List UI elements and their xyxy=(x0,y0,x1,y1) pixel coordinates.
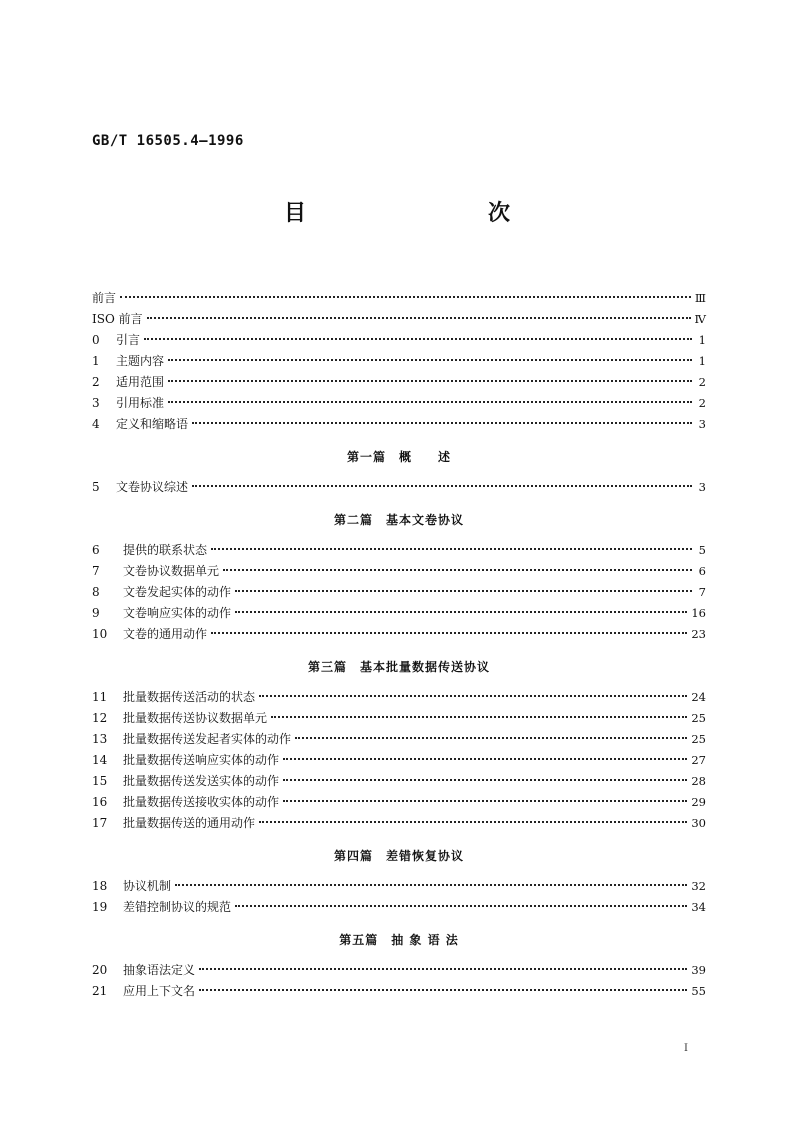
toc-entry[interactable] xyxy=(92,960,706,981)
toc-entry-page: 6 xyxy=(698,564,706,578)
toc-entry[interactable] xyxy=(92,981,706,1002)
toc-entry-page: 7 xyxy=(698,585,706,599)
toc-entry-page: 1 xyxy=(698,333,706,347)
toc-entry-page: 39 xyxy=(691,963,706,977)
toc-entry-label: 定义和缩略语 xyxy=(116,417,189,431)
dot-leader xyxy=(223,569,692,571)
page-folio: I xyxy=(684,1043,688,1054)
toc-entry-number: 10 xyxy=(92,627,108,641)
part-heading: 第四篇 差错恢复协议 xyxy=(333,849,464,863)
toc-entry-page: 55 xyxy=(691,984,706,998)
toc-entry-page: 30 xyxy=(691,816,706,830)
toc-entry-page: 2 xyxy=(698,396,706,410)
toc-entry-label: 批量数据传送响应实体的动作 xyxy=(123,753,280,767)
toc-entry-label: 批量数据传送发起者实体的动作 xyxy=(123,732,292,746)
toc-entry-label: 批量数据传送接收实体的动作 xyxy=(123,795,280,809)
toc-entry[interactable] xyxy=(92,372,706,393)
dot-leader xyxy=(235,611,687,613)
toc-entry-number: 8 xyxy=(92,585,100,599)
toc-entry-page: 28 xyxy=(691,774,706,788)
toc-entry[interactable] xyxy=(92,477,706,498)
toc-entry-number: 2 xyxy=(92,375,100,389)
toc-entry-label: 文卷协议综述 xyxy=(116,480,189,494)
parts-list xyxy=(92,435,706,1002)
dot-leader xyxy=(211,548,692,550)
part-heading: 第三篇 基本批量数据传送协议 xyxy=(307,660,490,674)
dot-leader xyxy=(211,632,687,634)
toc-entry-page: 1 xyxy=(698,354,706,368)
toc-entry-number: 20 xyxy=(92,963,108,977)
toc-entry-page: 27 xyxy=(691,753,706,767)
dot-leader xyxy=(271,716,687,718)
toc-entry-label: 文卷的通用动作 xyxy=(123,627,208,641)
toc-entry[interactable] xyxy=(92,540,706,561)
toc-entry-label: 适用范围 xyxy=(116,375,165,389)
toc-entry-number: 13 xyxy=(92,732,108,746)
toc-entry-number: 9 xyxy=(92,606,100,620)
front-matter-list xyxy=(92,288,706,435)
toc-entry-page: Ⅳ xyxy=(694,312,706,326)
dot-leader xyxy=(283,779,687,781)
dot-leader xyxy=(199,989,687,991)
toc-entry[interactable] xyxy=(92,876,706,897)
toc-entry-label: 文卷发起实体的动作 xyxy=(123,585,232,599)
toc-entry[interactable] xyxy=(92,351,706,372)
toc-entry-label: 批量数据传送发送实体的动作 xyxy=(123,774,280,788)
toc-entry[interactable] xyxy=(92,414,706,435)
toc-entry-page: 16 xyxy=(691,606,706,620)
dot-leader xyxy=(192,485,692,487)
dot-leader xyxy=(235,905,687,907)
dot-leader xyxy=(235,590,692,592)
toc-entry-label: 文卷协议数据单元 xyxy=(123,564,220,578)
page-title: 目 次 xyxy=(283,201,556,226)
dot-leader xyxy=(199,968,687,970)
dot-leader xyxy=(175,884,687,886)
toc-entry-label: 批量数据传送协议数据单元 xyxy=(123,711,268,725)
toc-entry-number: 7 xyxy=(92,564,100,578)
toc-entry-label: 抽象语法定义 xyxy=(123,963,196,977)
dot-leader xyxy=(192,422,692,424)
toc-entry[interactable] xyxy=(92,750,706,771)
toc-entry-label: 文卷响应实体的动作 xyxy=(123,606,232,620)
toc-entry[interactable] xyxy=(92,624,706,645)
toc-entry[interactable] xyxy=(92,330,706,351)
toc-entry-number: 6 xyxy=(92,543,100,557)
toc-entry-page: 23 xyxy=(691,627,706,641)
toc-entry-number: 16 xyxy=(92,795,108,809)
toc-entry-number: 21 xyxy=(92,984,108,998)
dot-leader xyxy=(295,737,687,739)
dot-leader xyxy=(259,695,687,697)
toc-entry-label: ISO 前言 xyxy=(92,312,143,326)
toc-entry[interactable] xyxy=(92,729,706,750)
dot-leader xyxy=(168,359,692,361)
table-of-contents xyxy=(92,288,706,1002)
toc-entry-number: 0 xyxy=(92,333,100,347)
toc-entry[interactable] xyxy=(92,309,706,330)
toc-entry-label: 应用上下文名 xyxy=(123,984,196,998)
toc-entry[interactable] xyxy=(92,687,706,708)
toc-entry-label: 批量数据传送活动的状态 xyxy=(123,690,256,704)
toc-entry-page: 3 xyxy=(698,417,706,431)
toc-entry-number: 15 xyxy=(92,774,108,788)
toc-entry-page: 3 xyxy=(698,480,706,494)
toc-entry[interactable] xyxy=(92,792,706,813)
toc-entry-number: 12 xyxy=(92,711,108,725)
toc-entry-label: 引言 xyxy=(116,333,141,347)
dot-leader xyxy=(259,821,687,823)
toc-entry-page: 2 xyxy=(698,375,706,389)
dot-leader xyxy=(168,380,692,382)
toc-entry-page: 25 xyxy=(691,732,706,746)
toc-entry-label: 批量数据传送的通用动作 xyxy=(123,816,256,830)
toc-entry-page: Ⅲ xyxy=(694,291,706,305)
toc-entry[interactable] xyxy=(92,393,706,414)
dot-leader xyxy=(120,296,691,298)
toc-entry-label: 引用标准 xyxy=(116,396,165,410)
toc-entry-label: 前言 xyxy=(92,291,117,305)
toc-entry-number: 3 xyxy=(92,396,100,410)
toc-entry[interactable] xyxy=(92,603,706,624)
dot-leader xyxy=(144,338,692,340)
toc-entry[interactable] xyxy=(92,708,706,729)
toc-entry-number: 5 xyxy=(92,480,100,494)
dot-leader xyxy=(283,758,687,760)
part-heading: 第一篇 概 述 xyxy=(346,450,451,464)
toc-entry-page: 25 xyxy=(691,711,706,725)
toc-entry-label: 提供的联系状态 xyxy=(123,543,208,557)
part-heading: 第二篇 基本文卷协议 xyxy=(333,513,464,527)
toc-entry-page: 24 xyxy=(691,690,706,704)
toc-entry-label: 主题内容 xyxy=(116,354,165,368)
toc-entry[interactable] xyxy=(92,813,706,834)
toc-entry[interactable] xyxy=(92,288,706,309)
toc-entry-label: 差错控制协议的规范 xyxy=(123,900,232,914)
dot-leader xyxy=(147,317,691,319)
toc-entry-number: 1 xyxy=(92,354,100,368)
toc-entry-label: 协议机制 xyxy=(123,879,172,893)
toc-entry-number: 18 xyxy=(92,879,108,893)
dot-leader xyxy=(168,401,692,403)
toc-entry-number: 14 xyxy=(92,753,108,767)
toc-entry[interactable] xyxy=(92,561,706,582)
toc-entry-number: 19 xyxy=(92,900,108,914)
toc-entry-page: 5 xyxy=(698,543,706,557)
toc-entry-page: 34 xyxy=(691,900,706,914)
toc-entry-number: 17 xyxy=(92,816,108,830)
dot-leader xyxy=(283,800,687,802)
standard-number: GB/T 16505.4—1996 xyxy=(92,133,244,149)
toc-entry[interactable] xyxy=(92,897,706,918)
part-heading: 第五篇 抽 象 语 法 xyxy=(339,933,459,947)
toc-entry[interactable] xyxy=(92,582,706,603)
toc-entry-number: 4 xyxy=(92,417,100,431)
toc-entry-page: 32 xyxy=(691,879,706,893)
toc-entry-number: 11 xyxy=(92,690,108,704)
toc-entry[interactable] xyxy=(92,771,706,792)
toc-entry-page: 29 xyxy=(691,795,706,809)
